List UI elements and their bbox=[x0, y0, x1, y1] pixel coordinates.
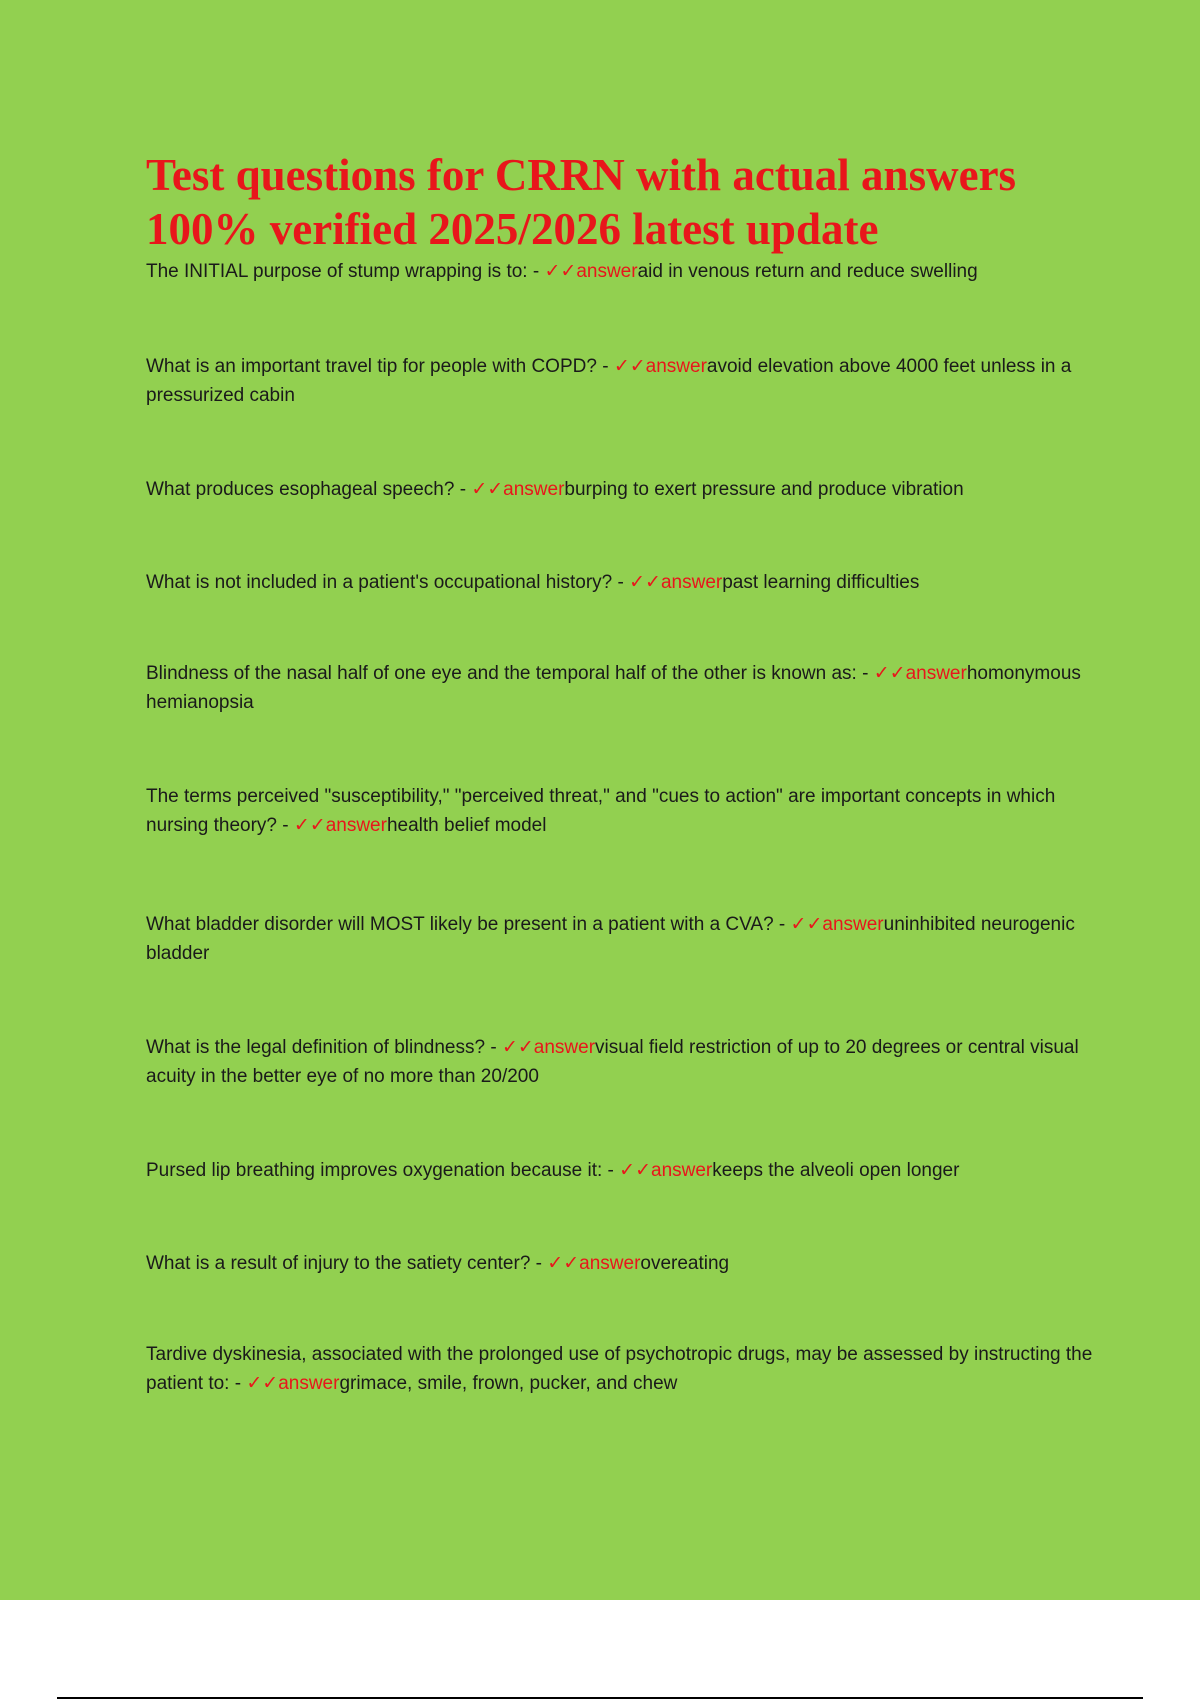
qa-item-8 bbox=[146, 1033, 1096, 1091]
answer-label: answer bbox=[660, 572, 723, 593]
qa-item-2 bbox=[146, 352, 1096, 410]
qa-item-11 bbox=[146, 1340, 1096, 1398]
check-icon: ✓✓ bbox=[544, 261, 577, 282]
question-text: What bladder disorder will MOST likely be present in a patient with a CVA? - bbox=[146, 914, 791, 935]
answer-label: answer bbox=[576, 261, 638, 282]
check-icon: ✓✓ bbox=[547, 1253, 580, 1274]
question-text: Tardive dyskinesia, associated with the prolonged use of psychotropic drugs, may be assessed by instructing the patient to: - bbox=[146, 1344, 1093, 1394]
answer-label: answer bbox=[325, 815, 387, 836]
check-icon: ✓✓ bbox=[619, 1160, 651, 1181]
question-text: What is an important travel tip for people with COPD? - bbox=[146, 356, 614, 377]
answer-label: answer bbox=[533, 1037, 596, 1058]
answer-text: uninhibited neurogenic bladder bbox=[146, 914, 1075, 964]
question-text: The terms perceived "susceptibility," "perceived threat," and "cues to action" are important concepts in which nursing theory? - bbox=[146, 786, 1056, 836]
check-icon: ✓✓ bbox=[629, 572, 661, 593]
check-icon: ✓✓ bbox=[613, 356, 646, 377]
check-icon: ✓✓ bbox=[246, 1373, 279, 1394]
document-title bbox=[146, 148, 1146, 256]
question-text: What produces esophageal speech? - bbox=[146, 479, 472, 500]
qa-item-7 bbox=[146, 910, 1096, 968]
answer-text: health belief model bbox=[386, 815, 547, 836]
qa-item-3 bbox=[146, 475, 1096, 504]
question-text: What is not included in a patient's occupational history? - bbox=[146, 572, 630, 593]
qa-item-4 bbox=[146, 568, 1096, 597]
check-icon: ✓✓ bbox=[873, 663, 906, 684]
question-text: What is a result of injury to the satiety center? - bbox=[146, 1253, 548, 1274]
question-text: Pursed lip breathing improves oxygenation because it: - bbox=[146, 1160, 620, 1181]
title-line-1: Test questions for CRRN with actual answers bbox=[146, 150, 1017, 200]
question-text: The INITIAL purpose of stump wrapping is to: - bbox=[146, 261, 545, 282]
question-text: Blindness of the nasal half of one eye and the temporal half of the other is known as: - bbox=[146, 663, 874, 684]
qa-item-5 bbox=[146, 659, 1096, 717]
answer-label: answer bbox=[278, 1373, 340, 1394]
answer-text: avoid elevation above 4000 feet unless in a pressurized cabin bbox=[146, 356, 1072, 406]
answer-text: overeating bbox=[640, 1253, 730, 1274]
qa-item-9 bbox=[146, 1156, 1096, 1185]
answer-label: answer bbox=[905, 663, 967, 684]
check-icon: ✓✓ bbox=[501, 1037, 534, 1058]
answer-label: answer bbox=[651, 1160, 713, 1181]
answer-label: answer bbox=[503, 479, 565, 500]
answer-text: visual field restriction of up to 20 degrees or central visual acuity in the better eye of no more than 20/200 bbox=[146, 1037, 1079, 1087]
qa-item-10 bbox=[146, 1249, 1096, 1278]
answer-text: aid in venous return and reduce swelling bbox=[637, 261, 978, 282]
qa-item-6 bbox=[146, 782, 1096, 840]
question-text: What is the legal definition of blindness? - bbox=[146, 1037, 502, 1058]
answer-text: keeps the alveoli open longer bbox=[712, 1160, 960, 1181]
answer-label: answer bbox=[645, 356, 707, 377]
answer-label: answer bbox=[579, 1253, 641, 1274]
check-icon: ✓✓ bbox=[293, 815, 326, 836]
qa-item-1 bbox=[146, 257, 1096, 286]
answer-text: burping to exert pressure and produce vibration bbox=[564, 479, 964, 500]
check-icon: ✓✓ bbox=[471, 479, 504, 500]
answer-label: answer bbox=[822, 914, 884, 935]
check-icon: ✓✓ bbox=[790, 914, 823, 935]
title-line-2: 100% verified 2025/2026 latest update bbox=[146, 204, 879, 254]
answer-text: past learning difficulties bbox=[722, 572, 920, 593]
answer-text: grimace, smile, frown, pucker, and chew bbox=[339, 1373, 678, 1394]
footer-rule bbox=[57, 1697, 1143, 1699]
answer-text: homonymous hemianopsia bbox=[146, 663, 1081, 713]
